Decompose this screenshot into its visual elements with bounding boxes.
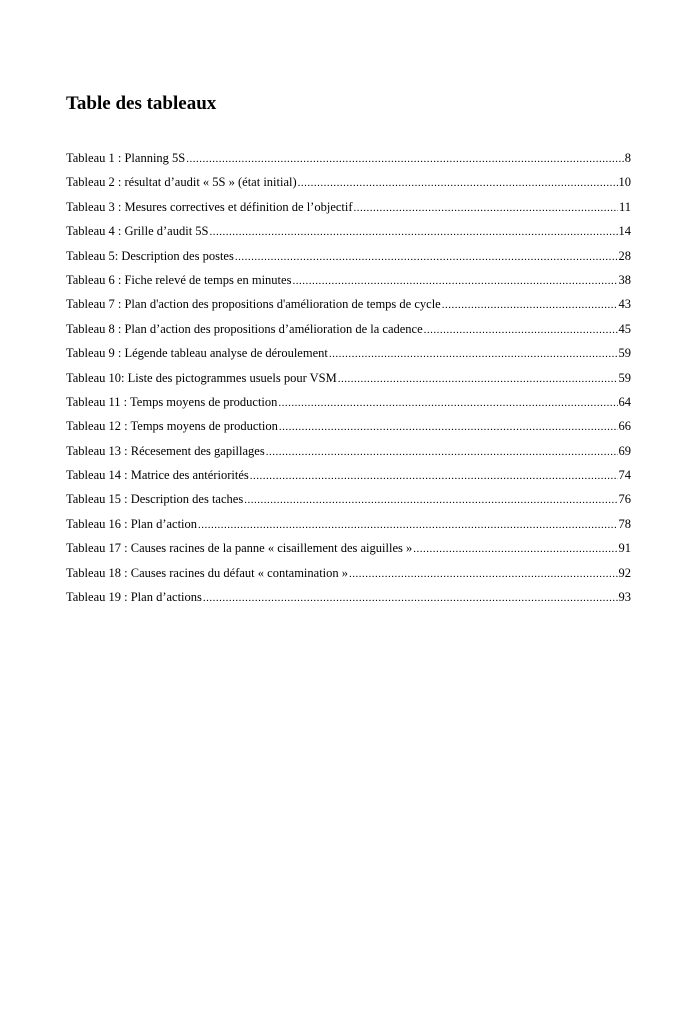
toc-entry-11[interactable] <box>66 390 631 414</box>
toc-entry-5[interactable] <box>66 244 631 268</box>
toc-entry-label: Tableau 6 : Fiche relevé de temps en minutes <box>66 272 292 287</box>
toc-entry-13[interactable] <box>66 439 631 463</box>
dot-leader <box>186 147 623 171</box>
dot-leader <box>278 391 617 415</box>
toc-entry-label: Tableau 17 : Causes racines de la panne « cisaillement des aiguilles » <box>66 541 413 556</box>
toc-entry-10[interactable] <box>66 366 631 390</box>
toc-entry-12[interactable] <box>66 414 631 438</box>
dot-leader <box>413 537 617 561</box>
toc-entry-label: Tableau 5: Description des postes <box>66 248 234 263</box>
toc-entry-16[interactable] <box>66 512 631 536</box>
dot-leader <box>279 415 618 439</box>
toc-entry-label: Tableau 19 : Plan d’actions <box>66 590 202 605</box>
toc-entry-label: Tableau 14 : Matrice des antériorités <box>66 468 249 483</box>
toc-entry-page-number: 64 <box>618 394 631 409</box>
toc-entry-label: Tableau 9 : Légende tableau analyse de déroulement <box>66 346 328 361</box>
dot-leader <box>354 196 618 220</box>
dot-leader <box>349 562 617 586</box>
toc-entry-page-number: 69 <box>618 443 631 458</box>
toc-entry-page-number: 28 <box>618 248 631 263</box>
toc-entry-7[interactable] <box>66 292 631 316</box>
dot-leader <box>244 488 617 512</box>
toc-entry-page-number: 8 <box>624 151 631 165</box>
dot-leader <box>338 367 618 391</box>
dot-leader <box>198 513 617 537</box>
toc-entry-page-number: 43 <box>618 297 631 312</box>
toc-entry-label: Tableau 1 : Planning 5S <box>66 151 186 165</box>
toc-entry-page-number: 11 <box>618 199 631 214</box>
toc-entry-page-number: 66 <box>618 419 631 434</box>
toc-entry-9[interactable] <box>66 341 631 365</box>
toc-entry-page-number: 74 <box>618 468 631 483</box>
toc-entry-3[interactable] <box>66 195 631 219</box>
toc-entry-label: Tableau 16 : Plan d’action <box>66 516 198 531</box>
toc-entry-label: Tableau 11 : Temps moyens de production <box>66 394 278 409</box>
toc-entry-page-number: 10 <box>618 175 631 190</box>
toc-entry-14[interactable] <box>66 463 631 487</box>
toc-entry-label: Tableau 7 : Plan d'action des propositions d'amélioration de temps de cycle <box>66 297 441 312</box>
table-of-tables-list <box>66 146 631 609</box>
dot-leader <box>329 342 618 366</box>
dot-leader <box>210 220 618 244</box>
dot-leader <box>292 269 617 293</box>
toc-entry-2[interactable] <box>66 170 631 194</box>
dot-leader <box>235 245 618 269</box>
toc-entry-label: Tableau 12 : Temps moyens de production <box>66 419 278 434</box>
toc-entry-label: Tableau 15 : Description des taches <box>66 492 244 507</box>
toc-entry-page-number: 45 <box>618 321 631 336</box>
toc-entry-label: Tableau 18 : Causes racines du défaut « contamination » <box>66 565 349 580</box>
toc-entry-6[interactable] <box>66 268 631 292</box>
toc-entry-page-number: 59 <box>618 346 631 361</box>
toc-entry-label: Tableau 3 : Mesures correctives et définition de l’objectif <box>66 199 353 214</box>
toc-entry-page-number: 76 <box>618 492 631 507</box>
page-title: Table des tableaux <box>66 93 217 114</box>
dot-leader <box>298 171 618 195</box>
dot-leader <box>442 293 618 317</box>
toc-entry-page-number: 92 <box>618 565 631 580</box>
dot-leader <box>424 318 618 342</box>
toc-entry-page-number: 59 <box>618 370 631 385</box>
toc-entry-17[interactable] <box>66 536 631 560</box>
dot-leader <box>203 586 618 610</box>
toc-entry-page-number: 91 <box>618 541 631 556</box>
toc-entry-label: Tableau 2 : résultat d’audit « 5S » (état initial) <box>66 175 297 190</box>
toc-entry-page-number: 14 <box>618 224 631 239</box>
toc-entry-4[interactable] <box>66 219 631 243</box>
toc-entry-label: Tableau 10: Liste des pictogrammes usuels pour VSM <box>66 370 337 385</box>
dot-leader <box>250 464 618 488</box>
toc-entry-page-number: 93 <box>618 590 631 605</box>
toc-entry-15[interactable] <box>66 487 631 511</box>
toc-entry-label: Tableau 8 : Plan d’action des propositions d’amélioration de la cadence <box>66 321 423 336</box>
toc-entry-page-number: 78 <box>618 516 631 531</box>
toc-entry-18[interactable] <box>66 561 631 585</box>
toc-entry-label: Tableau 4 : Grille d’audit 5S <box>66 224 209 239</box>
toc-entry-8[interactable] <box>66 317 631 341</box>
toc-entry-page-number: 38 <box>618 272 631 287</box>
toc-entry-label: Tableau 13 : Récesement des gapillages <box>66 443 265 458</box>
dot-leader <box>266 440 618 464</box>
toc-entry-1[interactable] <box>66 146 631 170</box>
toc-entry-19[interactable] <box>66 585 631 609</box>
